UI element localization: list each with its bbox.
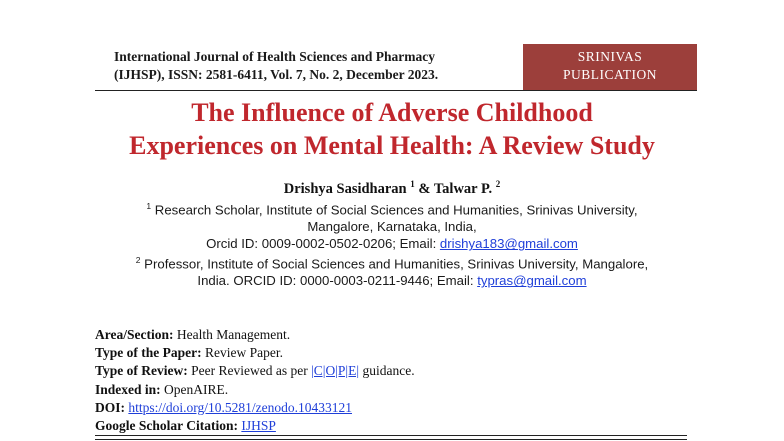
section-divider xyxy=(95,435,687,440)
meta-area-label: Area/Section: xyxy=(95,327,174,342)
meta-review-suffix: guidance. xyxy=(359,363,415,379)
meta-doi-label: DOI: xyxy=(95,399,125,415)
meta-indexed-label: Indexed in: xyxy=(95,381,161,397)
author-list xyxy=(0,179,784,198)
meta-indexed-value: OpenAIRE. xyxy=(160,381,229,397)
affiliation-2-line-2 xyxy=(100,272,684,289)
meta-review-label: Type of Review: xyxy=(95,363,188,379)
journal-header xyxy=(95,44,697,91)
author-1-email-link[interactable]: drishya183@gmail.com xyxy=(439,236,578,252)
meta-review-type xyxy=(95,362,695,380)
paper-metadata xyxy=(95,326,695,435)
journal-line-2: (IJHSP), ISSN: 2581-6411, Vol. 7, No. 2, December 2023. xyxy=(114,67,439,82)
publisher-line-1: SRINIVAS xyxy=(577,49,643,64)
cope-link[interactable]: |C|O|P|E| xyxy=(311,363,360,379)
meta-review-prefix: Peer Reviewed as per xyxy=(187,363,312,379)
affiliation-2-text: Professor, Institute of Social Sciences and Humanities, Srinivas University, Mangalore, xyxy=(140,256,649,272)
title-line-2: Experiences on Mental Health: A Review Study xyxy=(129,131,655,160)
affiliation-2-orcid: India. ORCID ID: 0000-0003-0211-9446; Email: xyxy=(197,273,478,289)
paper-title xyxy=(40,96,744,162)
affiliation-2-sup: 2 xyxy=(135,255,141,265)
meta-doi xyxy=(95,399,695,417)
meta-area-section xyxy=(95,326,695,344)
author-1-name: Drishya Sasidharan xyxy=(283,180,407,197)
scholar-link[interactable]: IJHSP xyxy=(241,418,276,434)
author-2-sup: 2 xyxy=(495,179,501,189)
meta-paper-type xyxy=(95,344,695,362)
author-2-email-link[interactable]: typras@gmail.com xyxy=(477,273,587,289)
affiliation-2-line-1 xyxy=(100,252,684,272)
affiliation-1-line-3 xyxy=(100,235,684,252)
title-line-1: The Influence of Adverse Childhood xyxy=(191,98,593,127)
meta-type-value: Review Paper. xyxy=(201,345,283,361)
affiliation-1-line-1 xyxy=(100,198,684,218)
meta-scholar-label: Google Scholar Citation: xyxy=(95,418,238,434)
affiliation-1 xyxy=(100,198,684,252)
journal-line-1: International Journal of Health Sciences and Pharmacy xyxy=(114,49,435,64)
affiliation-1-line-2: Mangalore, Karnataka, India, xyxy=(307,219,477,235)
author-1-sup: 1 xyxy=(410,179,415,189)
affiliation-1-sup: 1 xyxy=(146,201,152,211)
publisher-line-2: PUBLICATION xyxy=(562,67,657,82)
meta-google-scholar xyxy=(95,417,695,435)
doi-link[interactable]: https://doi.org/10.5281/zenodo.10433121 xyxy=(128,399,352,415)
affiliation-1-text: Research Scholar, Institute of Social Sciences and Humanities, Srinivas University, xyxy=(151,202,638,218)
author-2-name: Talwar P. xyxy=(433,180,493,197)
affiliation-2 xyxy=(100,252,684,289)
author-separator: & xyxy=(414,180,434,197)
meta-area-value: Health Management. xyxy=(173,327,291,342)
meta-type-label: Type of the Paper: xyxy=(95,345,202,361)
affiliation-1-orcid: Orcid ID: 0009-0002-0502-0206; Email: xyxy=(206,236,440,252)
meta-indexed-in xyxy=(95,381,695,399)
publisher-badge xyxy=(523,44,697,90)
journal-citation xyxy=(114,48,438,84)
